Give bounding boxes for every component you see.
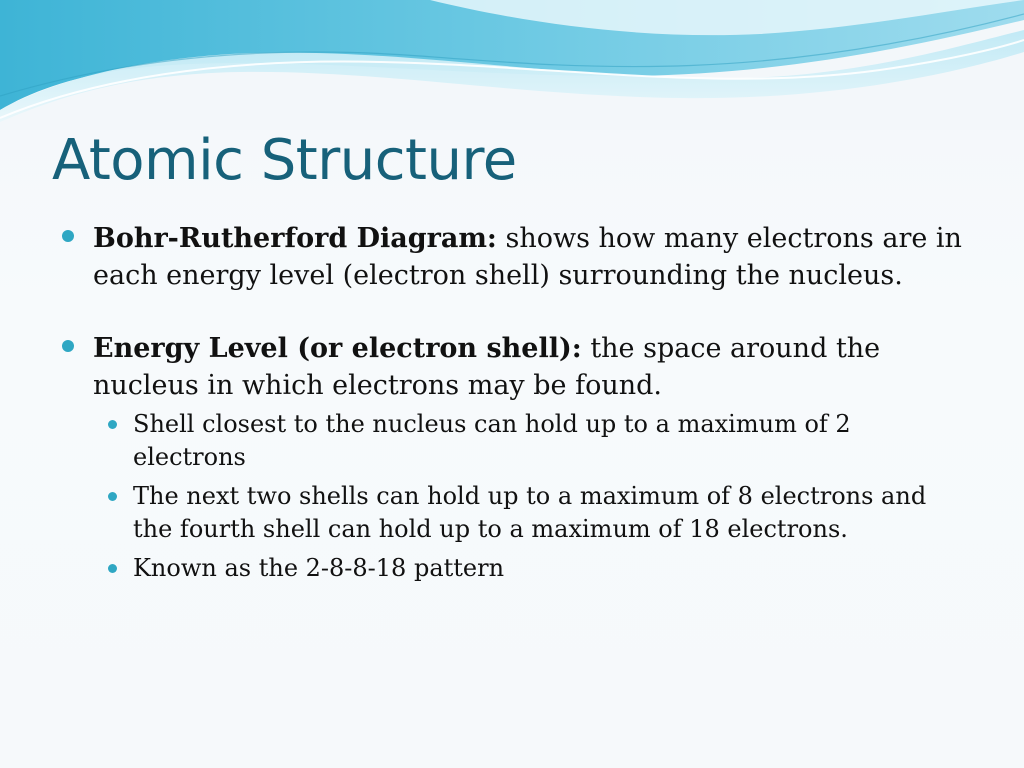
sub-bullet-item xyxy=(93,552,962,585)
bullet-term: Energy Level (or electron shell): xyxy=(93,333,582,364)
bullet-text: shows how many electrons are in each energy level (electron shell) surrounding the nucleus. xyxy=(93,223,962,291)
bullet-bohr-rutherford xyxy=(62,220,962,294)
bullet-energy-level xyxy=(62,330,962,585)
sub-bullet-text: Shell closest to the nucleus can hold up to a maximum of 2 electrons xyxy=(133,410,851,471)
slide-body xyxy=(62,220,962,585)
sub-bullet-text: Known as the 2-8-8-18 pattern xyxy=(133,554,505,582)
slide-title: Atomic Structure xyxy=(52,128,517,193)
sub-bullet-item xyxy=(93,408,962,474)
sub-bullet-text: The next two shells can hold up to a maximum of 8 electrons and the fourth shell can hold up to a maximum of 18 electrons. xyxy=(133,482,927,543)
wave-banner-decoration xyxy=(0,0,1024,130)
bullet-term: Bohr-Rutherford Diagram: xyxy=(93,223,497,254)
bullet-text: the space around the nucleus in which electrons may be found. xyxy=(93,333,881,401)
sub-bullet-item xyxy=(93,480,962,546)
sub-bullet-list xyxy=(93,408,962,585)
